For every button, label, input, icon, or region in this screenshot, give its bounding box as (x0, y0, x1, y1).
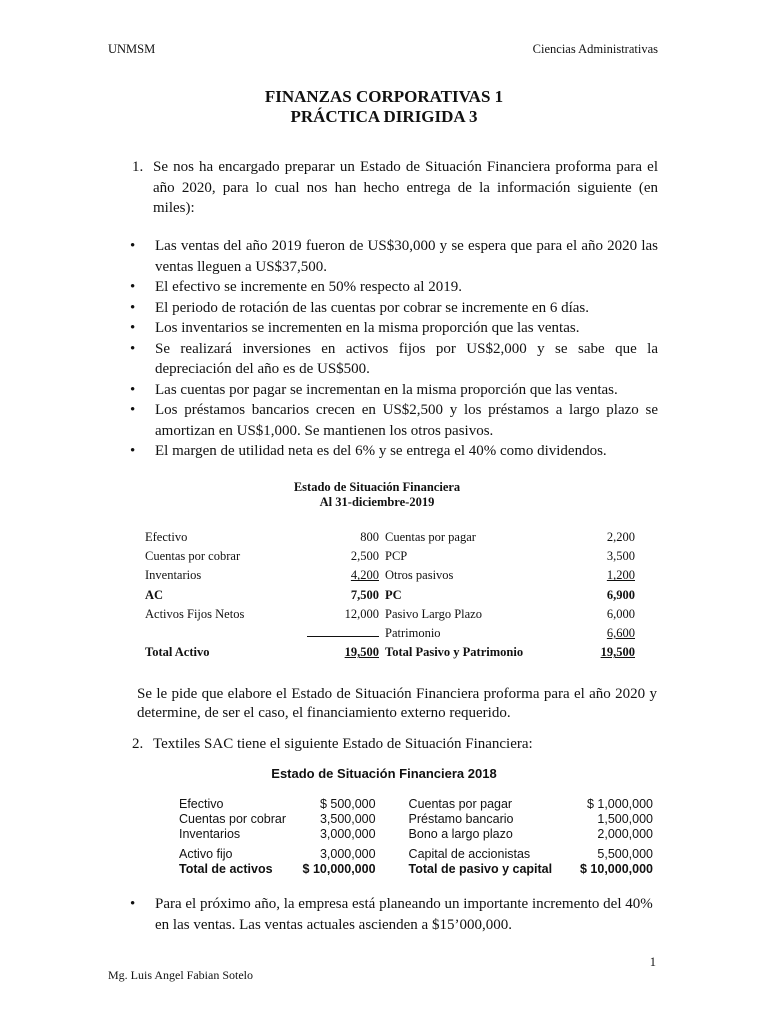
asset-value: 800 (360, 530, 379, 545)
liability-value: 19,500 (600, 645, 635, 660)
table-row (176, 827, 656, 842)
list-item (130, 277, 658, 298)
table-row (176, 862, 656, 877)
page-number: 1 (649, 955, 656, 969)
liability-value: 2,000,000 (597, 827, 653, 841)
liability-label: Total de pasivo y capital (408, 862, 553, 876)
liability-value: 6,600 (606, 626, 635, 641)
balance-sheet-2018-table (176, 797, 656, 877)
table-row (142, 547, 638, 566)
liability-value: 3,500 (606, 549, 635, 564)
table-row (176, 842, 656, 862)
bullet-icon: • (130, 443, 136, 459)
bullet-text: Los préstamos bancarios crecen en US$2,500 y los préstamos a largo plazo se amortizan en US$1,000. Se mantienen los otros pasivos. (155, 402, 658, 439)
question-2-heading (132, 736, 533, 753)
liability-label: Otros pasivos (385, 568, 454, 583)
liability-label: Préstamo bancario (408, 812, 514, 826)
balance-sheet-2019-table (142, 528, 638, 662)
question-1-intro: Se nos ha encargado preparar un Estado de Situación Financiera proforma para el año 2020, para lo cual nos han hecho entrega de la información siguiente (en miles): (153, 159, 658, 216)
bullet-text: Los inventarios se incrementen en la misma proporción que las ventas. (155, 320, 580, 336)
bullet-text: Las ventas del año 2019 fueron de US$30,000 y se espera que para el año 2020 las ventas lleguen a US$37,500. (155, 238, 658, 275)
table-row (176, 812, 656, 827)
footer-author: Mg. Luis Angel Fabian Sotelo (108, 968, 253, 982)
table-row (142, 528, 638, 547)
liability-value: 2,200 (606, 530, 635, 545)
liability-value: $ 1,000,000 (586, 797, 653, 811)
liability-value: $ 10,000,000 (580, 862, 653, 876)
liability-value: 1,500,000 (597, 812, 653, 826)
asset-label: Activos Fijos Netos (145, 606, 245, 621)
asset-value: 4,200 (350, 568, 379, 583)
table-row (142, 566, 638, 585)
liability-value: 5,500,000 (597, 847, 653, 861)
liability-label: Cuentas por pagar (408, 797, 513, 811)
question-1-bullet-list (130, 236, 658, 462)
asset-value-cell (302, 566, 382, 585)
table-row (142, 605, 638, 624)
asset-value: 12,000 (344, 606, 379, 621)
table-row (142, 643, 638, 662)
asset-value: 2,500 (350, 549, 379, 564)
asset-label: Inventarios (145, 568, 202, 583)
question-2-bullet (130, 894, 658, 935)
asset-label: Efectivo (179, 797, 224, 811)
liability-value-cell (557, 643, 638, 662)
liability-label: PC (385, 587, 402, 602)
table-row (142, 624, 638, 643)
list-item (130, 298, 658, 319)
asset-label: Cuentas por cobrar (145, 549, 241, 564)
liability-value: 6,900 (606, 587, 635, 602)
course-title: FINANZAS CORPORATIVAS 1 (264, 87, 504, 106)
asset-value: 3,000,000 (319, 847, 376, 861)
bullet-icon: • (130, 896, 136, 912)
liability-label: PCP (385, 549, 408, 564)
bullet-icon: • (130, 402, 136, 418)
list-item (130, 441, 658, 462)
bullet-icon: • (130, 279, 136, 295)
bullet-icon: • (130, 340, 136, 357)
question-2-number: 2. (132, 736, 144, 752)
balance-sheet-2019-title: Estado de Situación Financiera (293, 480, 461, 494)
bullet-text: El periodo de rotación de las cuentas por cobrar se incremente en 6 días. (155, 299, 589, 316)
underline-rule (307, 626, 379, 637)
table-row (176, 797, 656, 812)
liability-value-cell (557, 566, 638, 585)
asset-label: Total Activo (145, 645, 210, 660)
list-item (130, 400, 658, 441)
liability-label: Pasivo Largo Plazo (385, 606, 482, 621)
table-row (142, 586, 638, 605)
liability-value: 1,200 (606, 568, 635, 583)
liability-value: 6,000 (606, 606, 635, 621)
asset-value-cell (302, 624, 382, 643)
bullet-text: Para el próximo año, la empresa está planeando un importante incremento del 40% en las ventas. Las ventas actuales ascienden a $15’000,000. (155, 896, 653, 933)
liability-label: Bono a largo plazo (408, 827, 513, 841)
header-university: UNMSM (108, 42, 156, 56)
bullet-text: El margen de utilidad neta es del 6% y se entrega el 40% como dividendos. (155, 443, 607, 459)
asset-label (142, 624, 302, 643)
question-1-request: Se le pide que elabore el Estado de Situación Financiera proforma para el año 2020 y determine, de ser el caso, el financiamiento externo requerido. (137, 686, 657, 721)
practice-title: PRÁCTICA DIRIGIDA 3 (290, 107, 478, 126)
asset-value: 3,500,000 (319, 812, 376, 826)
list-item (130, 339, 658, 380)
asset-label: Cuentas por cobrar (179, 812, 287, 826)
liability-label: Capital de accionistas (408, 847, 531, 861)
bullet-icon: • (130, 381, 136, 398)
asset-label: Efectivo (145, 530, 188, 545)
question-1-number: 1. (132, 159, 144, 175)
asset-value: 19,500 (344, 645, 379, 660)
asset-label: AC (145, 587, 164, 602)
bullet-text: Las cuentas por pagar se incrementan en la misma proporción que las ventas. (155, 381, 618, 398)
balance-sheet-2018-title: Estado de Situación Financiera 2018 (271, 766, 497, 781)
asset-label: Activo fijo (179, 847, 233, 861)
bullet-text: Se realizará inversiones en activos fijos por US$2,000 y se sabe que la depreciación del año es de US$500. (155, 340, 658, 377)
liability-label: Total Pasivo y Patrimonio (385, 645, 524, 660)
liability-value-cell (557, 624, 638, 643)
liability-label: Cuentas por pagar (385, 530, 476, 545)
balance-sheet-2019-date: Al 31-diciembre-2019 (319, 495, 435, 509)
bullet-text: El efectivo se incremente en 50% respecto al 2019. (155, 279, 462, 295)
asset-value: 7,500 (350, 587, 379, 602)
asset-value: $ 10,000,000 (302, 862, 376, 876)
bullet-icon: • (130, 299, 136, 316)
bullet-icon: • (130, 238, 136, 254)
header-faculty: Ciencias Administrativas (532, 42, 658, 56)
asset-label: Inventarios (179, 827, 241, 841)
asset-value-cell (302, 643, 382, 662)
list-item (130, 236, 658, 277)
list-item (130, 380, 658, 401)
list-item (130, 318, 658, 339)
asset-value: 3,000,000 (319, 827, 376, 841)
asset-label: Total de activos (179, 862, 273, 876)
liability-label: Patrimonio (385, 626, 441, 641)
bullet-icon: • (130, 320, 136, 336)
question-2-intro: Textiles SAC tiene el siguiente Estado de Situación Financiera: (153, 736, 533, 752)
asset-value: $ 500,000 (319, 797, 376, 811)
